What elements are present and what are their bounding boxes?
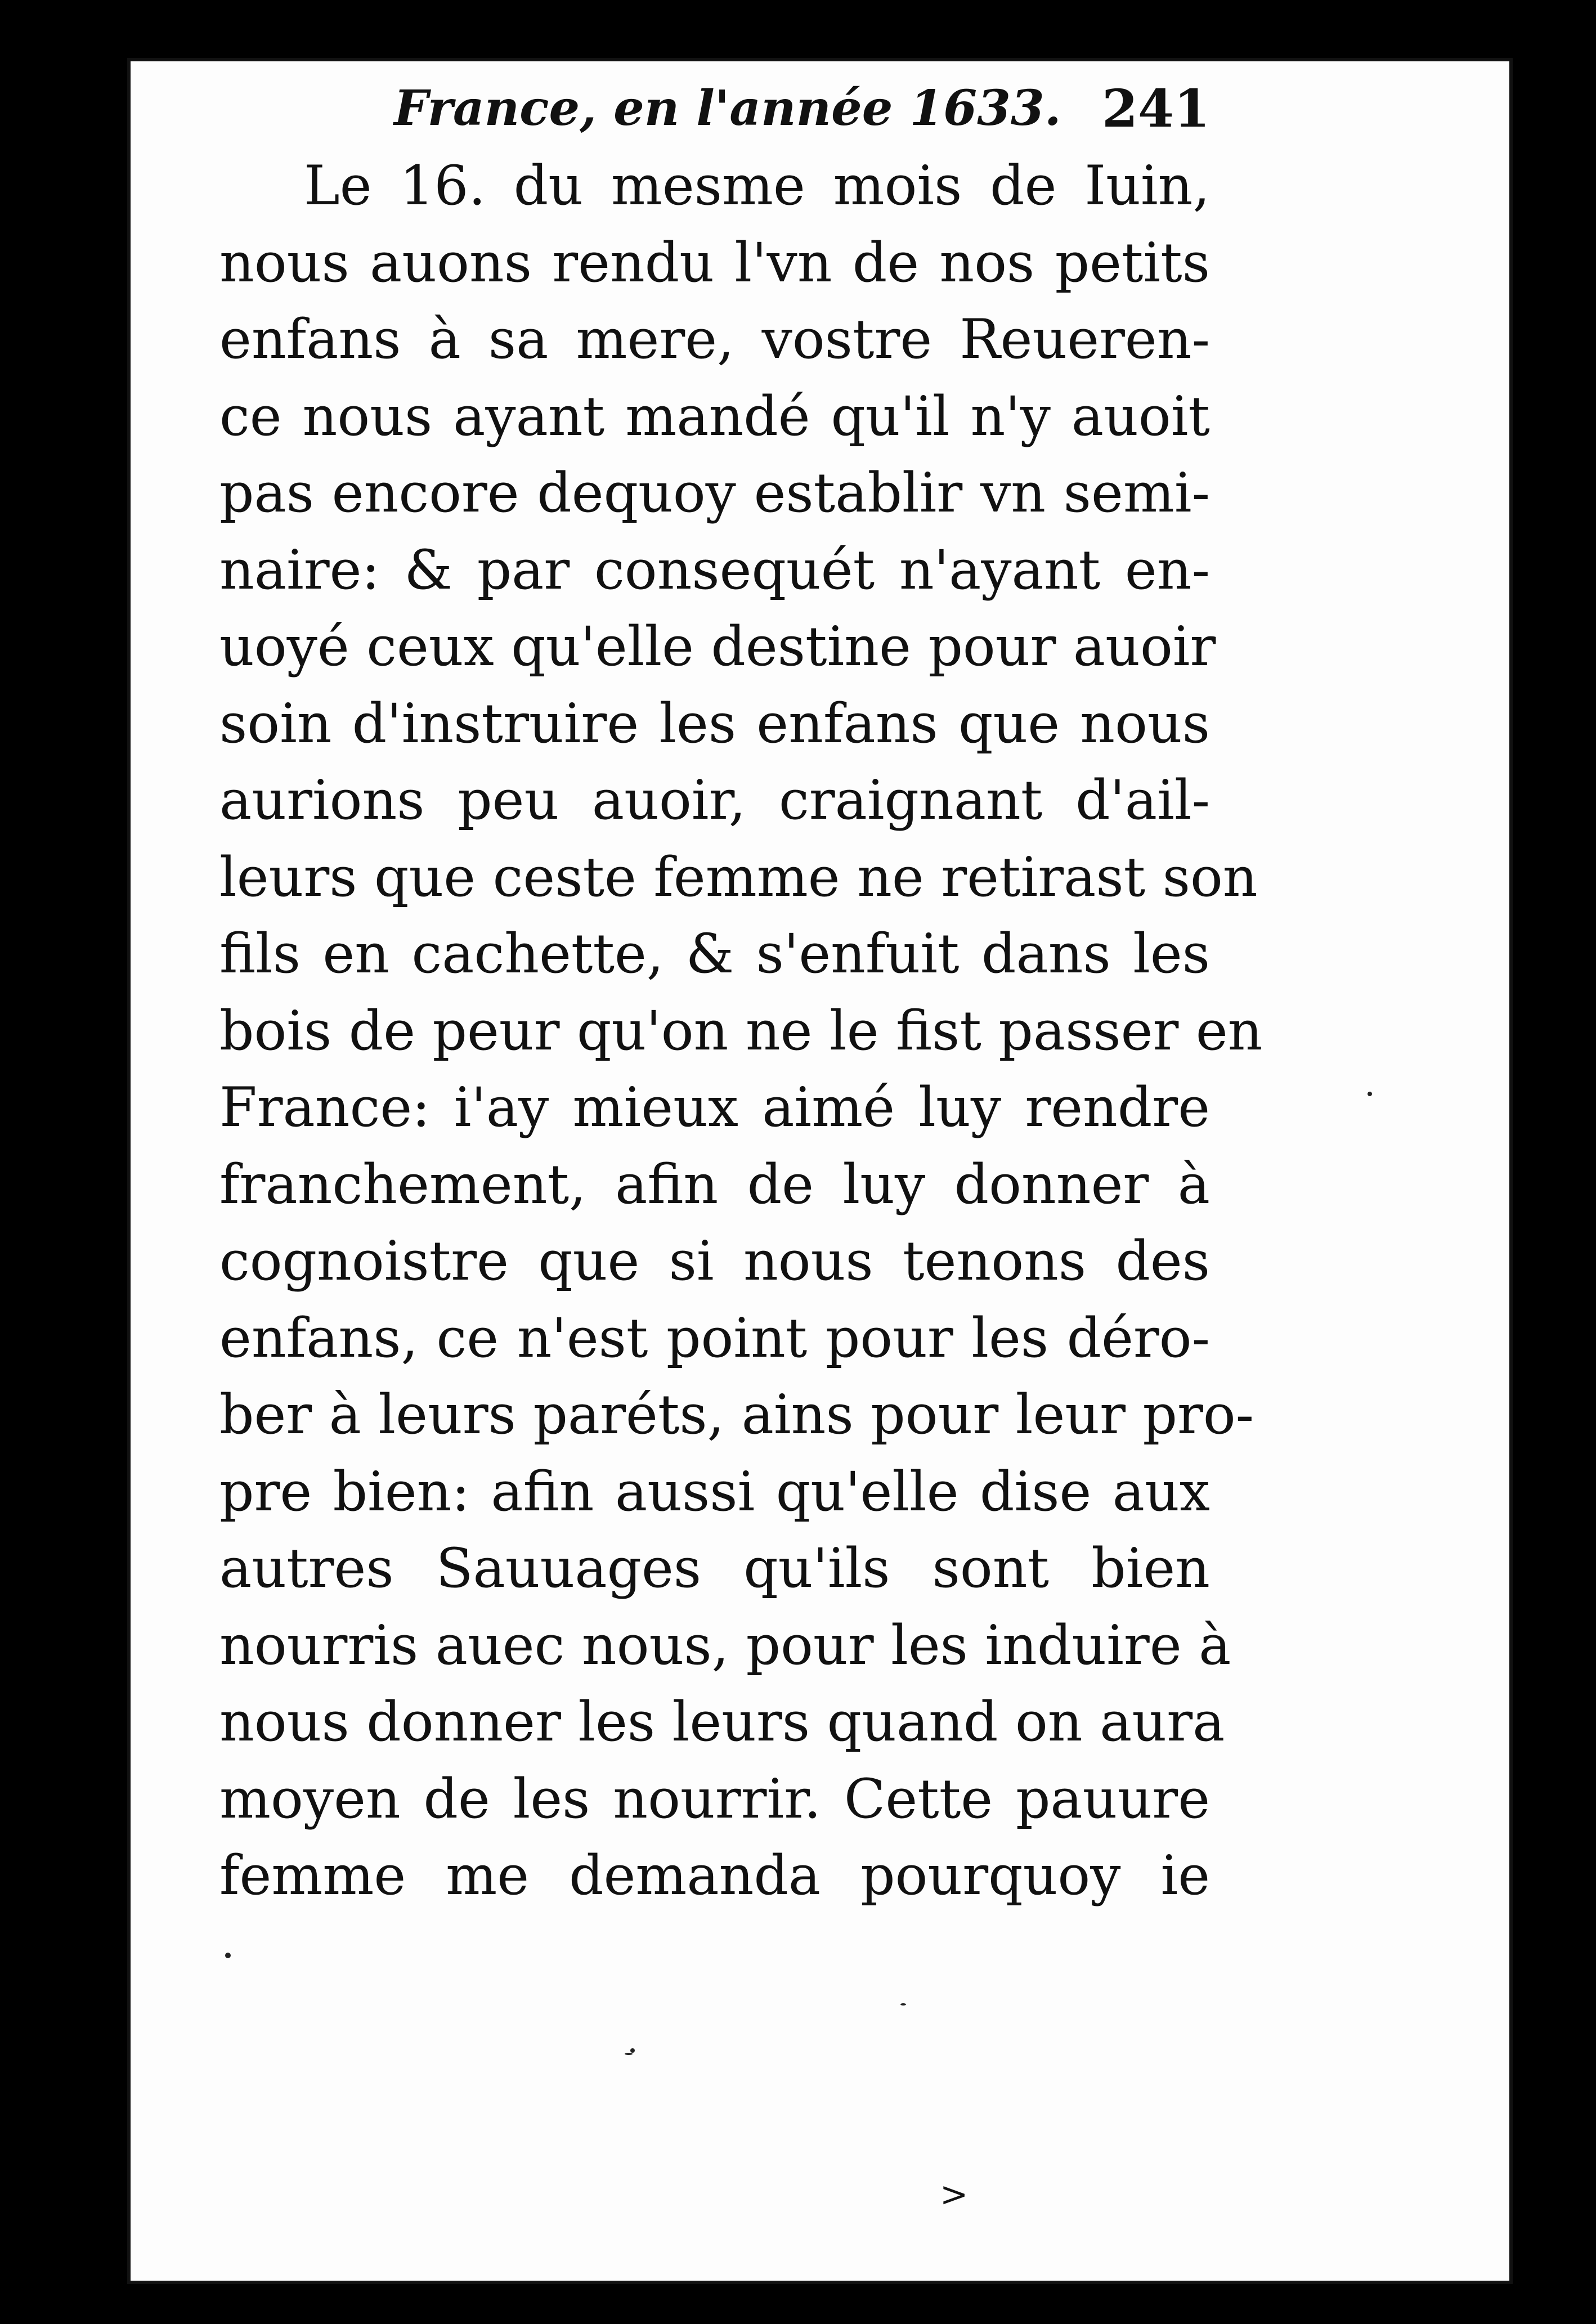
text-line: uoyé ceux qu'elle destine pour auoir xyxy=(219,615,1216,678)
text-line: autres Sauuages qu'ils sont bien xyxy=(219,1537,1210,1600)
text-line: leurs que ceste femme ne retirast son xyxy=(219,845,1258,909)
text-line: pas encore dequoy establir vn semi- xyxy=(219,461,1210,524)
text-line: nous donner les leurs quand on aura xyxy=(219,1690,1225,1753)
text-line: pre bien: afin aussi qu'elle dise aux xyxy=(219,1460,1210,1523)
text-line: ce nous ayant mandé qu'il n'y auoit xyxy=(219,384,1210,448)
scan-speck xyxy=(900,2003,906,2006)
page-header xyxy=(394,78,1210,145)
text-line: cognoistre que si nous tenons des xyxy=(219,1230,1210,1293)
scan-speck xyxy=(630,2048,635,2053)
text-line: nous auons rendu l'vn de nos petits xyxy=(219,231,1210,294)
text-line: nourris auec nous, pour les induire à xyxy=(219,1613,1231,1677)
text-line: Le 16. du mesme mois de Iuin, xyxy=(304,154,1210,217)
text-line: soin d'instruire les enfans que nous xyxy=(219,692,1210,755)
text-line: France: i'ay mieux aimé luy rendre xyxy=(219,1076,1210,1139)
text-line: bois de peur qu'on ne le fist passer en xyxy=(219,999,1263,1062)
running-title: France, en l'année 1633. xyxy=(394,80,1061,137)
scan-speck xyxy=(1368,1092,1372,1096)
text-line: moyen de les nourrir. Cette pauure xyxy=(219,1767,1210,1831)
text-line: ber à leurs paréts, ains pour leur pro- xyxy=(219,1383,1254,1446)
scan-speck xyxy=(225,1953,231,1958)
page-number: 241 xyxy=(1101,78,1210,139)
catch-mark: > xyxy=(940,2175,969,2214)
body-text xyxy=(219,147,1263,1914)
text-line: fils en cachette, & s'enfuit dans les xyxy=(219,922,1210,985)
text-line: enfans à sa mere, vostre Reueren- xyxy=(219,308,1210,371)
text-line: naire: & par consequét n'ayant en- xyxy=(219,538,1210,602)
text-line: enfans, ce n'est point pour les déro- xyxy=(219,1306,1210,1370)
text-line: femme me demanda pourquoy ie xyxy=(219,1844,1210,1907)
text-line: franchement, afin de luy donner à xyxy=(219,1152,1210,1216)
scan-speck xyxy=(625,2053,633,2055)
text-line: aurions peu auoir, craignant d'ail- xyxy=(219,769,1210,832)
